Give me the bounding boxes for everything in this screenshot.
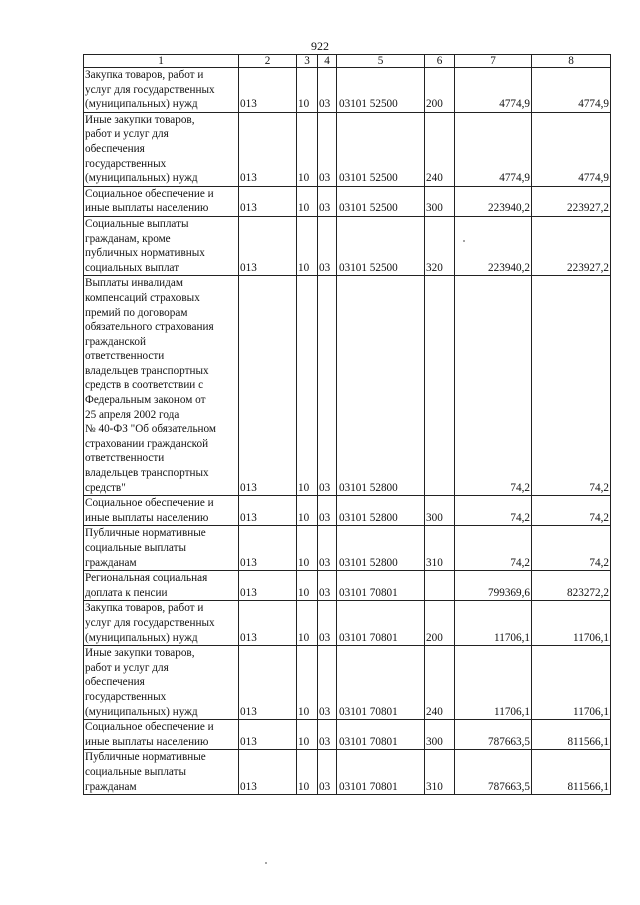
target-article-code: 03101 52800 xyxy=(337,526,425,571)
header-row xyxy=(84,55,611,68)
row-name: Социальное обеспечение и иные выплаты населению xyxy=(84,720,239,750)
amount-year-1: 223940,2 xyxy=(455,216,532,275)
expense-type-code: 310 xyxy=(425,750,455,795)
table-row xyxy=(84,571,611,601)
amount-year-2: 823272,2 xyxy=(532,571,611,601)
subsection-code: 03 xyxy=(318,496,337,526)
table-row xyxy=(84,526,611,571)
expense-type-code: 240 xyxy=(425,646,455,720)
amount-year-2: 11706,1 xyxy=(532,646,611,720)
amount-year-1: 74,2 xyxy=(455,496,532,526)
row-name: Закупка товаров, работ и услуг для государственных (муниципальных) нужд xyxy=(84,68,239,113)
subsection-code: 03 xyxy=(318,216,337,275)
amount-year-1: 74,2 xyxy=(455,526,532,571)
table-row xyxy=(84,750,611,795)
section-code: 10 xyxy=(297,68,318,113)
subsection-code: 03 xyxy=(318,720,337,750)
subsection-code: 03 xyxy=(318,601,337,646)
expense-type-code: 200 xyxy=(425,68,455,113)
target-article-code: 03101 52500 xyxy=(337,186,425,216)
section-code: 10 xyxy=(297,526,318,571)
subsection-code: 03 xyxy=(318,526,337,571)
section-code: 10 xyxy=(297,496,318,526)
amount-year-1: 787663,5 xyxy=(455,750,532,795)
row-name: Региональная социальная доплата к пенсии xyxy=(84,571,239,601)
target-article-code: 03101 52800 xyxy=(337,496,425,526)
ministry-code: 013 xyxy=(239,720,297,750)
row-name: Социальное обеспечение и иные выплаты населению xyxy=(84,186,239,216)
table-row xyxy=(84,68,611,113)
amount-year-2: 74,2 xyxy=(532,526,611,571)
target-article-code: 03101 70801 xyxy=(337,720,425,750)
amount-year-1: 223940,2 xyxy=(455,186,532,216)
section-code: 10 xyxy=(297,112,318,186)
expense-type-code: 300 xyxy=(425,496,455,526)
target-article-code: 03101 70801 xyxy=(337,601,425,646)
ministry-code: 013 xyxy=(239,571,297,601)
column-header: 1 xyxy=(84,55,239,68)
subsection-code: 03 xyxy=(318,68,337,113)
amount-year-1: 4774,9 xyxy=(455,112,532,186)
column-header: 4 xyxy=(318,55,337,68)
ministry-code: 013 xyxy=(239,112,297,186)
amount-year-1: 787663,5 xyxy=(455,720,532,750)
table-row xyxy=(84,646,611,720)
amount-year-2: 4774,9 xyxy=(532,68,611,113)
page-number: 922 xyxy=(311,39,329,53)
amount-year-2: 74,2 xyxy=(532,496,611,526)
subsection-code: 03 xyxy=(318,750,337,795)
expense-type-code: 300 xyxy=(425,186,455,216)
section-code: 10 xyxy=(297,750,318,795)
ministry-code: 013 xyxy=(239,68,297,113)
amount-year-2: 811566,1 xyxy=(532,720,611,750)
section-code: 10 xyxy=(297,276,318,496)
expense-type-code: 310 xyxy=(425,526,455,571)
scan-speck xyxy=(463,240,465,242)
budget-table xyxy=(83,54,611,795)
subsection-code: 03 xyxy=(318,112,337,186)
section-code: 10 xyxy=(297,601,318,646)
column-header: 8 xyxy=(532,55,611,68)
row-name: Социальные выплаты гражданам, кроме публичных нормативных социальных выплат xyxy=(84,216,239,275)
expense-type-code xyxy=(425,571,455,601)
ministry-code: 013 xyxy=(239,646,297,720)
table-row xyxy=(84,216,611,275)
row-name: Выплаты инвалидам компенсаций страховых премий по договорам обязательного страхования гражданской ответственности владельцев транспортных средств в соответствии с Федеральным законом от 25 апреля 2002 года № 40-ФЗ "Об обязательном страховании гражданской ответственности владельцев транспортных средств" xyxy=(84,276,239,496)
amount-year-2: 223927,2 xyxy=(532,216,611,275)
ministry-code: 013 xyxy=(239,216,297,275)
column-header: 2 xyxy=(239,55,297,68)
column-header: 7 xyxy=(455,55,532,68)
amount-year-2: 11706,1 xyxy=(532,601,611,646)
target-article-code: 03101 52800 xyxy=(337,276,425,496)
row-name: Социальное обеспечение и иные выплаты населению xyxy=(84,496,239,526)
subsection-code: 03 xyxy=(318,646,337,720)
expense-type-code xyxy=(425,276,455,496)
amount-year-1: 11706,1 xyxy=(455,601,532,646)
ministry-code: 013 xyxy=(239,526,297,571)
ministry-code: 013 xyxy=(239,496,297,526)
amount-year-1: 74,2 xyxy=(455,276,532,496)
row-name: Публичные нормативные социальные выплаты гражданам xyxy=(84,750,239,795)
amount-year-1: 799369,6 xyxy=(455,571,532,601)
row-name: Закупка товаров, работ и услуг для государственных (муниципальных) нужд xyxy=(84,601,239,646)
subsection-code: 03 xyxy=(318,276,337,496)
target-article-code: 03101 52500 xyxy=(337,68,425,113)
section-code: 10 xyxy=(297,186,318,216)
subsection-code: 03 xyxy=(318,186,337,216)
amount-year-2: 4774,9 xyxy=(532,112,611,186)
target-article-code: 03101 70801 xyxy=(337,571,425,601)
table-row xyxy=(84,186,611,216)
target-article-code: 03101 52500 xyxy=(337,216,425,275)
subsection-code: 03 xyxy=(318,571,337,601)
table-row xyxy=(84,112,611,186)
row-name: Иные закупки товаров, работ и услуг для обеспечения государственных (муниципальных) нужд xyxy=(84,112,239,186)
section-code: 10 xyxy=(297,216,318,275)
target-article-code: 03101 52500 xyxy=(337,112,425,186)
target-article-code: 03101 70801 xyxy=(337,750,425,795)
expense-type-code: 200 xyxy=(425,601,455,646)
column-header: 3 xyxy=(297,55,318,68)
expense-type-code: 240 xyxy=(425,112,455,186)
amount-year-2: 223927,2 xyxy=(532,186,611,216)
column-header: 6 xyxy=(425,55,455,68)
expense-type-code: 300 xyxy=(425,720,455,750)
section-code: 10 xyxy=(297,646,318,720)
target-article-code: 03101 70801 xyxy=(337,646,425,720)
scan-speck xyxy=(265,862,267,864)
section-code: 10 xyxy=(297,720,318,750)
row-name: Иные закупки товаров, работ и услуг для обеспечения государственных (муниципальных) нужд xyxy=(84,646,239,720)
table-row xyxy=(84,276,611,496)
column-header: 5 xyxy=(337,55,425,68)
amount-year-2: 74,2 xyxy=(532,276,611,496)
table-row xyxy=(84,601,611,646)
table-row xyxy=(84,496,611,526)
section-code: 10 xyxy=(297,571,318,601)
ministry-code: 013 xyxy=(239,601,297,646)
ministry-code: 013 xyxy=(239,186,297,216)
expense-type-code: 320 xyxy=(425,216,455,275)
ministry-code: 013 xyxy=(239,750,297,795)
amount-year-1: 4774,9 xyxy=(455,68,532,113)
table-row xyxy=(84,720,611,750)
row-name: Публичные нормативные социальные выплаты гражданам xyxy=(84,526,239,571)
ministry-code: 013 xyxy=(239,276,297,496)
amount-year-2: 811566,1 xyxy=(532,750,611,795)
amount-year-1: 11706,1 xyxy=(455,646,532,720)
